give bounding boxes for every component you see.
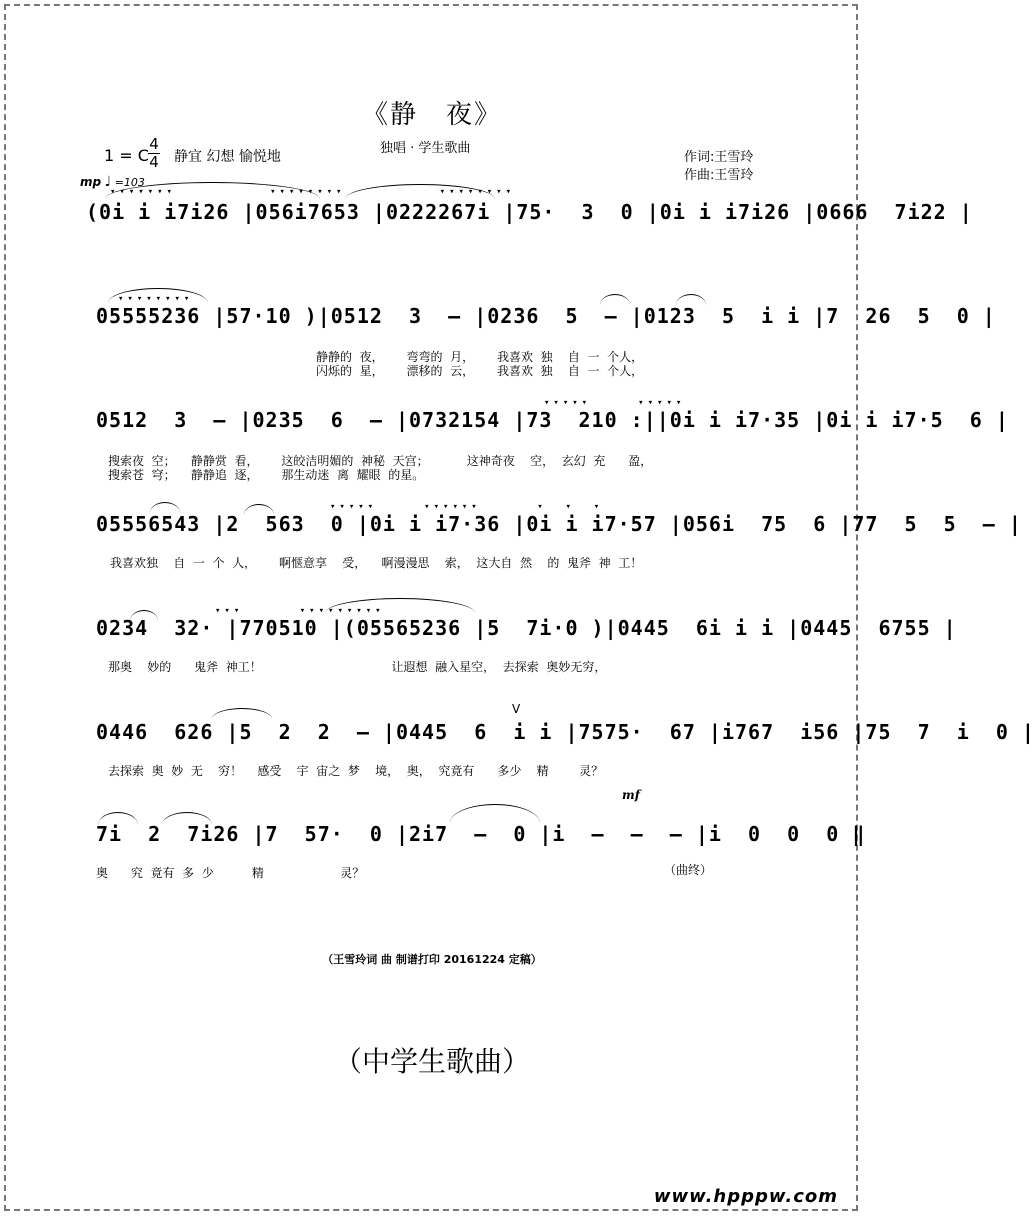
breath-mark: V xyxy=(512,702,521,716)
notation-system-4: 05556543 |2 563 0 |0i i i7·36 |0i i i7·57 |056i 75 6 |77 5 5 – | xyxy=(96,512,1022,536)
notation-system-1: (0i i i7i26 |056i7653 |0222267i |75· 3 0 |0i i i7i26 |0666 7i22 | xyxy=(86,200,973,224)
lyrics-system-2-verse-1: 静静的 夜， 弯弯的 月， 我喜欢 独 自 一 个人， xyxy=(316,350,644,364)
accent-marks: ▾▾▾▾▾ ▾▾▾▾▾ xyxy=(544,398,686,408)
notation-system-3: 0512 3 – |0235 6 – |0732154 |73 210 :||0i i i7·35 |0i i i7·5 6 | xyxy=(96,408,1009,432)
song-title: 《静 夜》 xyxy=(361,100,502,130)
lyricist-credit: 作词:王雪玲 xyxy=(684,150,754,165)
song-subtitle: 独唱 · 学生歌曲 xyxy=(380,141,471,156)
time-signature xyxy=(148,136,160,171)
lyrics-system-7: 奥 究 竟有 多 少 精 灵？ xyxy=(96,866,365,880)
lyrics-system-6: 去探索 奥 妙 无 穷！ 感受 宇 宙之 梦 境， 奥， 究竟有 多少 精 灵？ xyxy=(108,764,604,778)
lyrics-system-2-verse-2: 闪烁的 星， 漂移的 云， 我喜欢 独 自 一 个人， xyxy=(316,364,644,378)
footnote: （王雪玲词 曲 制谱打印 20161224 定稿） xyxy=(322,953,542,966)
watermark-url: www.hpppw.com xyxy=(653,1186,838,1207)
ending-marker: （曲终） xyxy=(664,863,713,877)
expression-marking: 静宜 幻想 愉悦地 xyxy=(174,149,281,165)
lyrics-system-3-verse-2: 搜索苍 穹； 静静追 逐， 那生动迷 离 耀眼 的星。 xyxy=(108,468,425,482)
notation-system-5: 0234 32· |770510 |(05565236 |5 7i·0 )|0445 6i i i |0445 6755 | xyxy=(96,616,957,640)
accent-marks: ▾▾▾▾▾ ▾▾▾▾▾▾ ▾ ▾ ▾ xyxy=(330,502,604,512)
notation-system-6: 0446 626 |5 2 2 – |0445 6 i i |7575· 67 |i767 i56 |75 7 i 0 | xyxy=(96,720,1035,744)
lyrics-system-5: 那奥 妙的 鬼斧 神工！ 让遐想 融入星空， 去探索 奥妙无穷， xyxy=(108,660,607,674)
tempo-value: =103 xyxy=(114,176,145,189)
composer-credit: 作曲:王雪玲 xyxy=(684,168,754,183)
dynamic-mf: mf xyxy=(622,788,640,802)
quarter-note-icon: ♩ xyxy=(104,174,112,190)
notation-system-7: 7i 2 7i26 |7 57· 0 |2i7 – 0 |i – – – |i 0 0 0 ‖ xyxy=(96,822,866,846)
lyrics-system-3-verse-1: 搜索夜 空； 静静赏 看， 这皎洁明媚的 神秘 天宫； 这神奇夜 空， 玄幻 充 盈， xyxy=(108,454,653,468)
dynamic-mp: mp xyxy=(80,175,102,189)
category-title: （中学生歌曲） xyxy=(333,1045,530,1078)
accent-marks: ▾▾▾▾▾▾▾ ▾▾▾▾▾▾▾▾ ▾▾▾▾▾▾▾▾ xyxy=(110,187,515,197)
time-signature-bottom: 4 xyxy=(149,153,159,171)
lyrics-system-4: 我喜欢独 自 一 个 人， 啊惬意享 受， 啊漫漫思 索， 这大自 然 的 鬼斧 神 工！ xyxy=(110,556,643,570)
accent-marks: ▾▾▾ ▾▾▾▾▾▾▾▾▾ xyxy=(215,606,385,616)
notation-system-2: 05555236 |57·10 )|0512 3 – |0236 5 – |0123 5 i i |7 26 5 0 | xyxy=(96,304,996,328)
accent-marks: ▾▾▾▾▾▾▾▾ xyxy=(118,294,194,304)
time-signature-top: 4 xyxy=(149,135,159,153)
key-signature: 1 = C xyxy=(104,146,149,165)
